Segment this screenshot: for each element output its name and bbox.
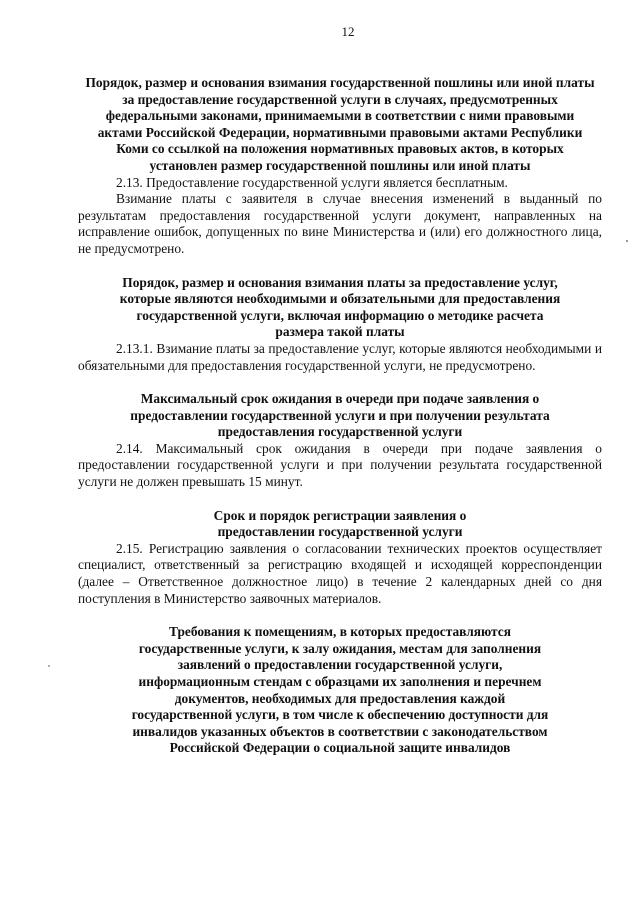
- page-number: 12: [341, 24, 355, 39]
- section-queue-waiting-time: [78, 391, 602, 491]
- paragraph: 2.13.1. Взимание платы за предоставление услуг, которые являются необходимыми и обязательными для предоставления государственной услуги, не предусмотрено.: [78, 340, 602, 373]
- section-premises-requirements: [78, 624, 602, 757]
- paragraph: 2.13. Предоставление государственной услуги является бесплатным.: [116, 174, 508, 190]
- margin-dot: [626, 240, 628, 242]
- paragraph: Взимание платы с заявителя в случае внесения изменений в выданный по результатам предоставления государственной услуги документ, направленных на исправление ошибок, допущенных по вине Министерства и (или) его должностного лица, не предусмотрено.: [78, 191, 602, 256]
- paragraph: 2.15. Регистрацию заявления о согласовании технических проектов осуществляет специалист, ответственный за регистрацию входящей и исходящей корреспонденции (далее – Ответственное должностное лицо) в течение 2 календарных дней со дня поступления в Министерство заявочных материалов.: [78, 540, 602, 606]
- section-title: Максимальный срок ожидания в очереди при подаче заявления о предоставлении государственной услуги и при получении результата предоставления государственной услуги: [130, 391, 550, 440]
- section-state-fee: [78, 75, 602, 258]
- section-required-services-fee: [78, 275, 602, 375]
- section-title: Порядок, размер и основания взимания платы за предоставление услуг, которые являются необходимыми и обязательными для предоставления государственной услуги, включая информацию о методике расчета размера такой платы: [119, 274, 561, 340]
- section-registration: [78, 508, 602, 608]
- margin-dot: [48, 665, 50, 667]
- section-title: Требования к помещениям, в которых предоставляются государственные услуги, к залу ожидания, местам для заполнения заявлений о предоставлении государственной услуги, информационным стендам с образцами их заполнения и перечнем документов, необходимых для предоставления каждой государственной услуги, в том числе к обеспечению доступности для инвалидов указанных объектов в соответствии с законодательством Российской Федерации о социальной защите инвалидов: [131, 624, 549, 756]
- section-title: Порядок, размер и основания взимания государственной пошлины или иной платы за предоставление государственной услуги в случаях, предусмотренных федеральными законами, принимаемыми в соответствии с ними правовыми актами Российской Федерации, нормативными правовыми актами Республики Коми со ссылкой на положения нормативных правовых актов, в которых установлен размер государственной пошлины или иной платы: [85, 75, 595, 173]
- section-title: Срок и порядок регистрации заявления о предоставлении государственной услуги: [213, 507, 467, 540]
- paragraph: 2.14. Максимальный срок ожидания в очереди при подаче заявления о предоставлении государственной услуги и при получении результата государственной услуги не должен превышать 15 минут.: [78, 440, 602, 490]
